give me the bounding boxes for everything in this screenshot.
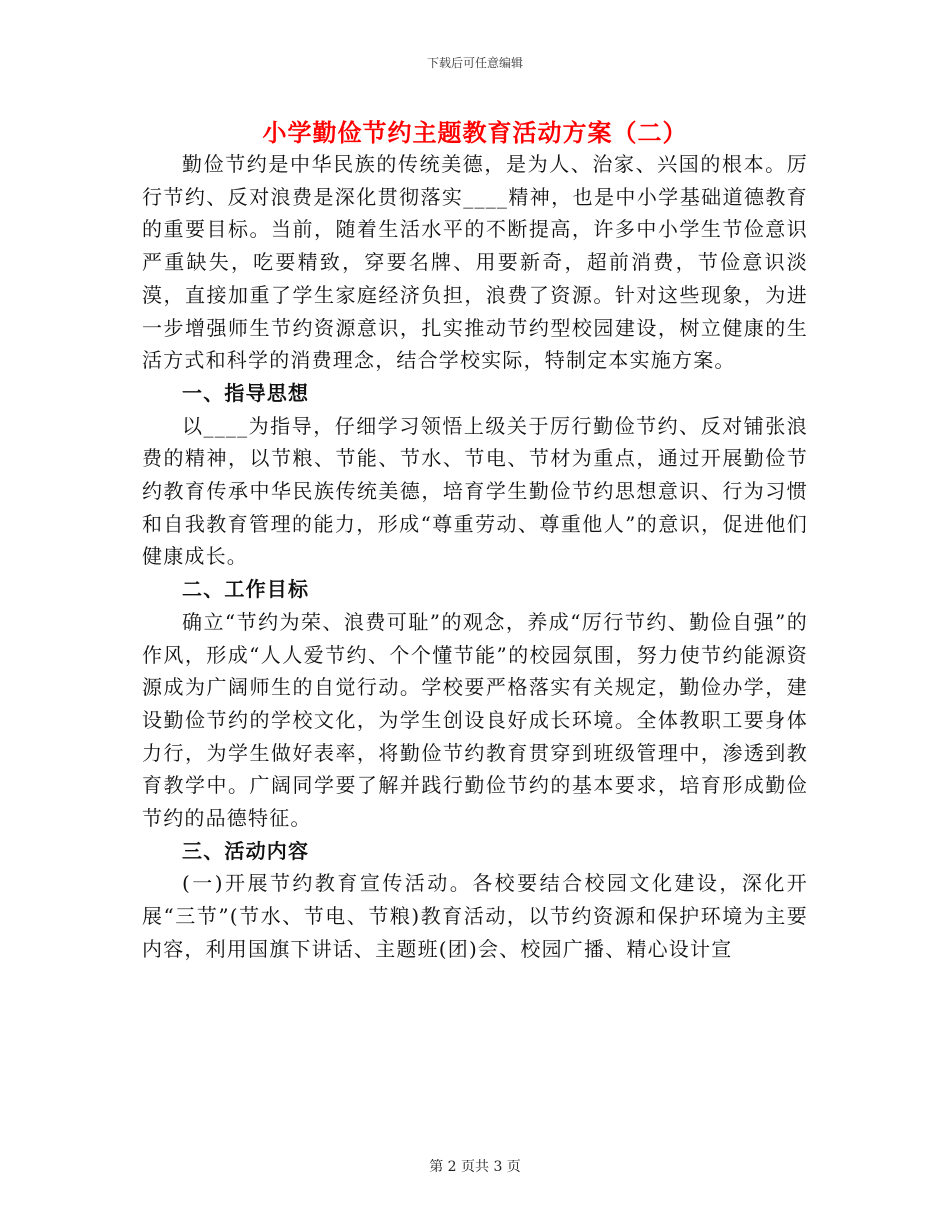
document-title: 小学勤俭节约主题教育活动方案（二）: [262, 118, 688, 147]
page-footer: 第 2 页共 3 页: [429, 1159, 521, 1175]
section-heading-work-goals: 二、工作目标: [182, 577, 310, 602]
section-heading-activity-content: 三、活动内容: [182, 838, 310, 863]
intro-paragraph: 勤俭节约是中华民族的传统美德，是为人、治家、兴国的根本。厉行节约、反对浪费是深化贯彻落实____精神，也是中小学基础道德教育的重要目标。当前，随着生活水平的不断提高，许多中小学生节俭意识严重缺失，吃要精致，穿要名牌、用要新奇，超前消费，节俭意识淡漠，直接加重了学生家庭经济负担，浪费了资源。针对这些现象，为进一步增强师生节约资源意识，扎实推动节约型校园建设，树立健康的生活方式和科学的消费理念，结合学校实际，特制定本实施方案。: [142, 152, 808, 373]
document-body: [142, 148, 808, 966]
header-note: 下载后可任意编辑: [426, 56, 523, 70]
section-paragraph-work-goals: 确立“节约为荣、浪费可耻”的观念，养成“厉行节约、勤俭自强”的作风，形成“人人爱节约、个个懂节能”的校园氛围，努力使节约能源资源成为广阔师生的自觉行动。学校要严格落实有关规定，勤俭办学，建设勤俭节约的学校文化，为学生创设良好成长环境。全体教职工要身体力行，为学生做好表率，将勤俭节约教育贯穿到班级管理中，渗透到教育教学中。广阔同学要了解并践行勤俭节约的基本要求，培育形成勤俭节约的品德特征。: [142, 609, 808, 831]
section-heading-guiding-ideology: 一、指导思想: [182, 380, 310, 405]
section-paragraph-activity-content: (一)开展节约教育宣传活动。各校要结合校园文化建设，深化开展“三节”(节水、节电、节粮)教育活动，以节约资源和保护环境为主要内容，利用国旗下讲话、主题班(团)会、校园广播、精心设计宣: [142, 871, 808, 961]
section-paragraph-guiding-ideology: 以____为指导，仔细学习领悟上级关于厉行勤俭节约、反对铺张浪费的精神，以节粮、节能、节水、节电、节材为重点，通过开展勤俭节约教育传承中华民族传统美德，培育学生勤俭节约思想意识、行为习惯和自我教育管理的能力，形成“尊重劳动、尊重他人”的意识，促进他们健康成长。: [142, 413, 808, 569]
